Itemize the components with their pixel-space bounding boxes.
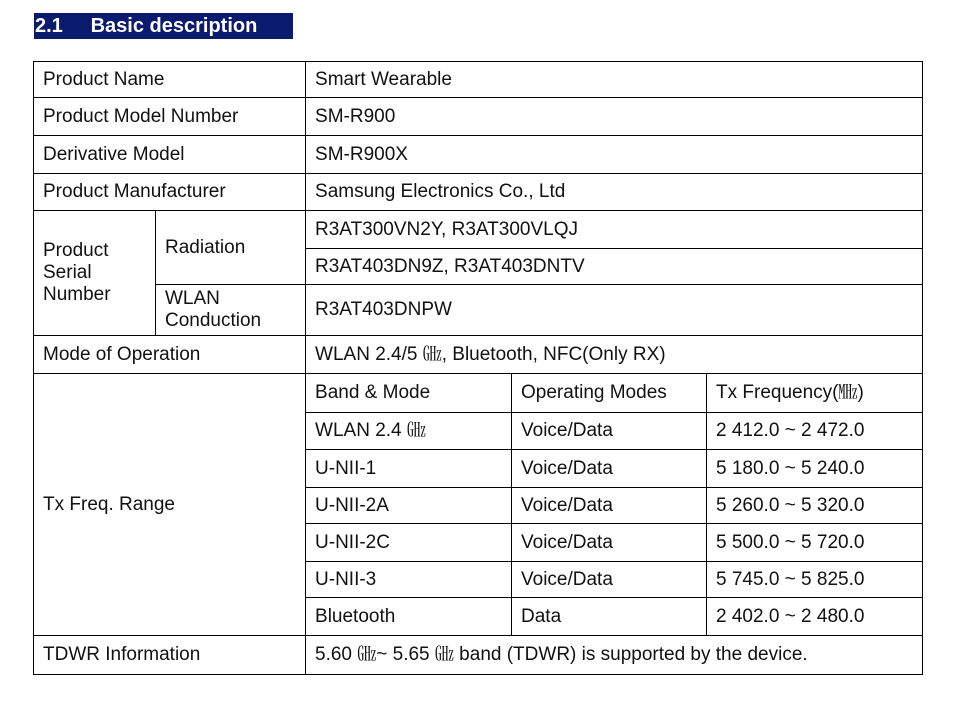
wlan-conduction-serial: R3AT403DNPW xyxy=(306,285,923,336)
table-row xyxy=(34,136,923,174)
mode-cell: Voice/Data xyxy=(512,450,707,488)
radiation-serial-2: R3AT403DN9Z, R3AT403DNTV xyxy=(306,249,923,285)
table-row xyxy=(34,285,923,336)
table-row xyxy=(34,211,923,249)
section-title: Basic description xyxy=(90,15,258,37)
manufacturer-value: Samsung Electronics Co., Ltd xyxy=(306,174,923,211)
table-row xyxy=(34,374,923,413)
derivative-model-value: SM-R900X xyxy=(306,136,923,174)
band-cell: WLAN 2.4 ㎓ xyxy=(306,413,512,450)
section-number: 2.1 xyxy=(35,15,63,37)
band-cell: U-NII-3 xyxy=(306,562,512,598)
tdwr-label: TDWR Information xyxy=(34,636,306,675)
table-row xyxy=(34,174,923,211)
basic-description-table xyxy=(33,61,923,675)
tdwr-value: 5.60 ㎓~ 5.65 ㎓ band (TDWR) is supported by the device. xyxy=(306,636,923,675)
radiation-label: Radiation xyxy=(156,211,306,285)
table-row xyxy=(34,62,923,98)
mode-cell: Data xyxy=(512,598,707,636)
model-number-label: Product Model Number xyxy=(34,98,306,136)
radiation-serial-1: R3AT300VN2Y, R3AT300VLQJ xyxy=(306,211,923,249)
frequency-cell: 2 402.0 ~ 2 480.0 xyxy=(707,598,923,636)
derivative-model-label: Derivative Model xyxy=(34,136,306,174)
product-name-label: Product Name xyxy=(34,62,306,98)
mode-of-operation-label: Mode of Operation xyxy=(34,336,306,374)
mode-cell: Voice/Data xyxy=(512,562,707,598)
serial-number-label: Product Serial Number xyxy=(34,211,156,336)
mode-cell: Voice/Data xyxy=(512,524,707,562)
table-row xyxy=(34,636,923,675)
band-mode-header: Band & Mode xyxy=(306,374,512,413)
band-cell: Bluetooth xyxy=(306,598,512,636)
band-cell: U-NII-2C xyxy=(306,524,512,562)
frequency-cell: 2 412.0 ~ 2 472.0 xyxy=(707,413,923,450)
frequency-cell: 5 745.0 ~ 5 825.0 xyxy=(707,562,923,598)
mode-of-operation-value: WLAN 2.4/5 ㎓, Bluetooth, NFC(Only RX) xyxy=(306,336,923,374)
section-heading xyxy=(34,13,293,39)
manufacturer-label: Product Manufacturer xyxy=(34,174,306,211)
operating-modes-header: Operating Modes xyxy=(512,374,707,413)
band-cell: U-NII-2A xyxy=(306,488,512,524)
tx-freq-range-label: Tx Freq. Range xyxy=(34,374,306,636)
wlan-conduction-label: WLAN Conduction xyxy=(156,285,306,336)
frequency-cell: 5 260.0 ~ 5 320.0 xyxy=(707,488,923,524)
table-row xyxy=(34,336,923,374)
mode-cell: Voice/Data xyxy=(512,488,707,524)
model-number-value: SM-R900 xyxy=(306,98,923,136)
frequency-cell: 5 500.0 ~ 5 720.0 xyxy=(707,524,923,562)
table-row xyxy=(34,98,923,136)
product-name-value: Smart Wearable xyxy=(306,62,923,98)
mode-cell: Voice/Data xyxy=(512,413,707,450)
frequency-cell: 5 180.0 ~ 5 240.0 xyxy=(707,450,923,488)
band-cell: U-NII-1 xyxy=(306,450,512,488)
tx-frequency-header: Tx Frequency(㎒) xyxy=(707,374,923,413)
